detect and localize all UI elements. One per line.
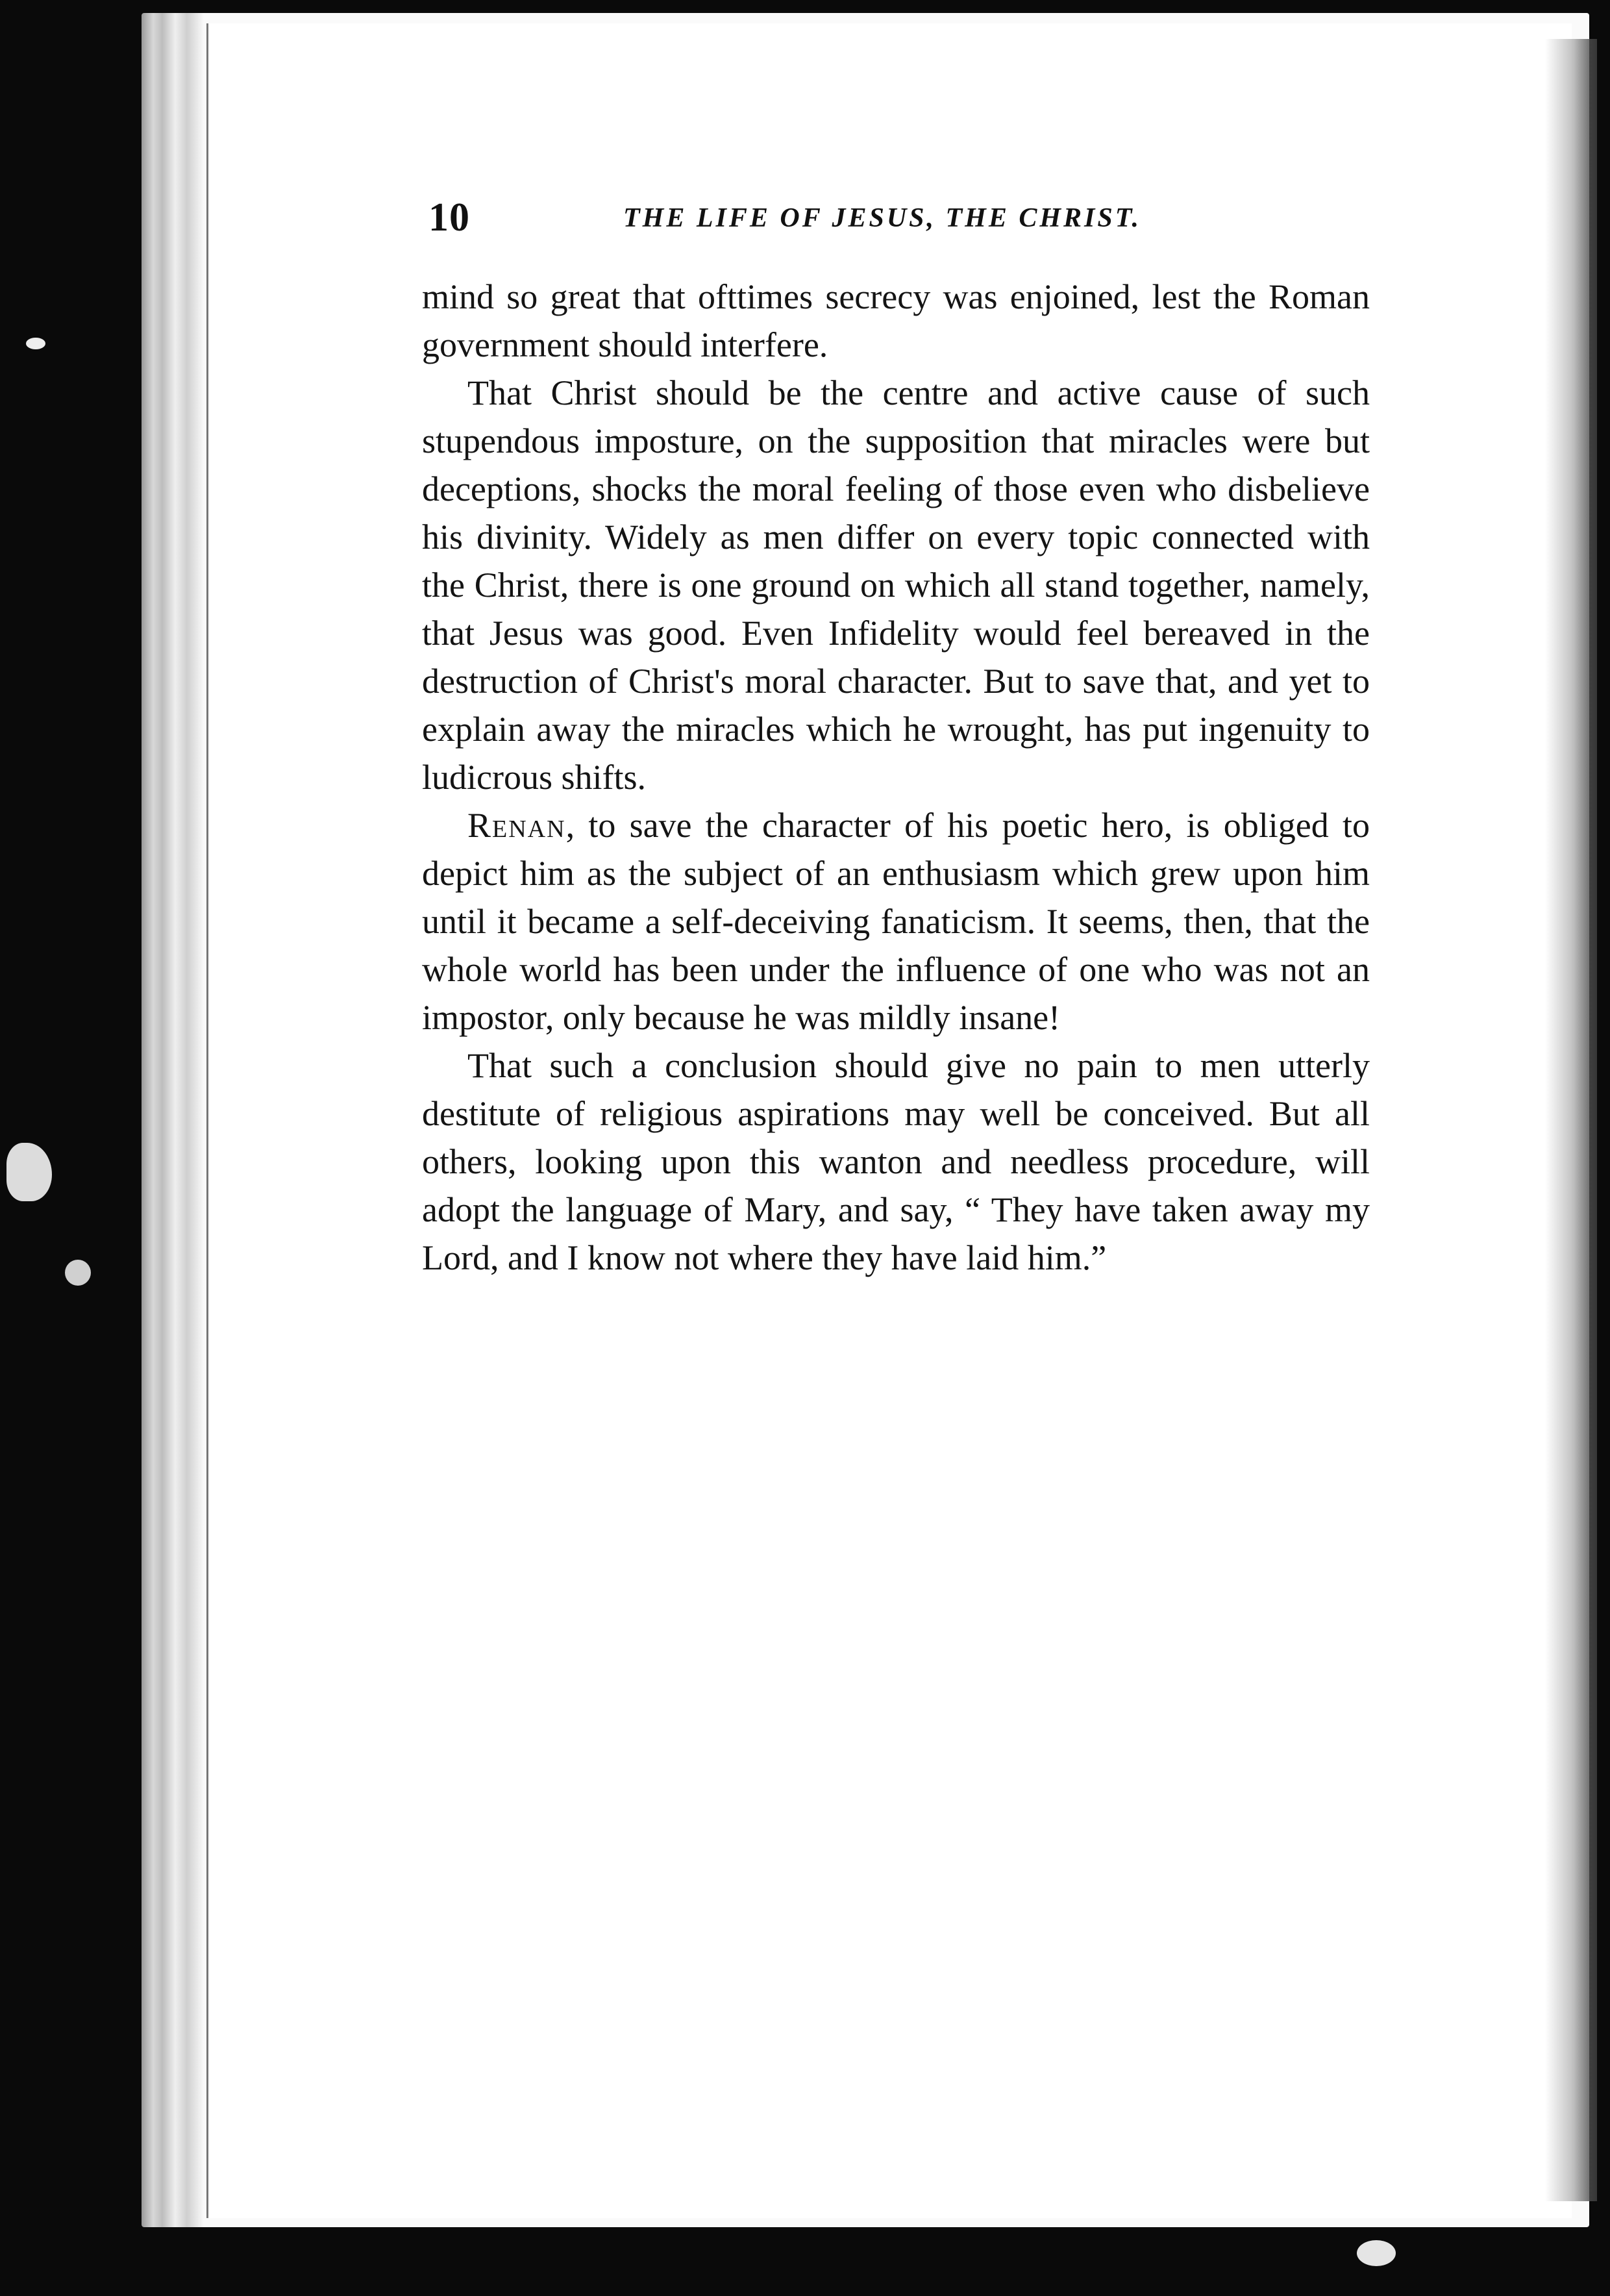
- page-header: [428, 195, 1208, 247]
- paragraph: [422, 273, 1370, 369]
- scan-speck: [1357, 2240, 1396, 2266]
- paragraph: [422, 1042, 1370, 1282]
- scan-speck: [26, 338, 45, 349]
- paragraph-text: That such a conclusion should give no pain to men utterly destitute of religious aspirations may well be conceived. But all others, looking upon this wanton and needless procedure, will adopt the language of Mary, and say, “ They have taken away my Lord, and I know not where they have laid him.”: [422, 1046, 1370, 1277]
- paragraph-text: That Christ should be the centre and active cause of such stupendous imposture, on the supposition that miracles were but deceptions, shocks the moral feeling of those even who disbelieve his divinity. Widely as men differ on every topic connected with the Christ, there is one ground on which all stand together, namely, that Jesus was good. Even Infidelity would feel bereaved in the destruction of Christ's moral character. But to save that, and yet to explain away the miracles which he wrought, has put ingenuity to ludicrous shifts.: [422, 373, 1370, 797]
- paragraph-text: , to save the character of his poetic hero, is obliged to depict him as the subject of an enthusiasm which grew upon him until it became a self-deceiving fanaticism. It seems, then, that the whole world has been under the influence of one who was not an impostor, only because he was mildly insane!: [422, 806, 1370, 1037]
- page-gutter-shadow: [1545, 39, 1597, 2201]
- scan-speck: [65, 1260, 91, 1286]
- page-number: 10: [428, 195, 470, 240]
- paragraph: [422, 369, 1370, 801]
- paragraph: [422, 801, 1370, 1042]
- paragraph-text: mind so great that ofttimes secrecy was enjoined, lest the Roman government should interfere.: [422, 277, 1370, 364]
- paragraph-lead-name: Renan: [467, 806, 566, 845]
- running-title: THE LIFE OF JESUS, THE CHRIST.: [623, 203, 1142, 233]
- body-text: [422, 273, 1370, 1282]
